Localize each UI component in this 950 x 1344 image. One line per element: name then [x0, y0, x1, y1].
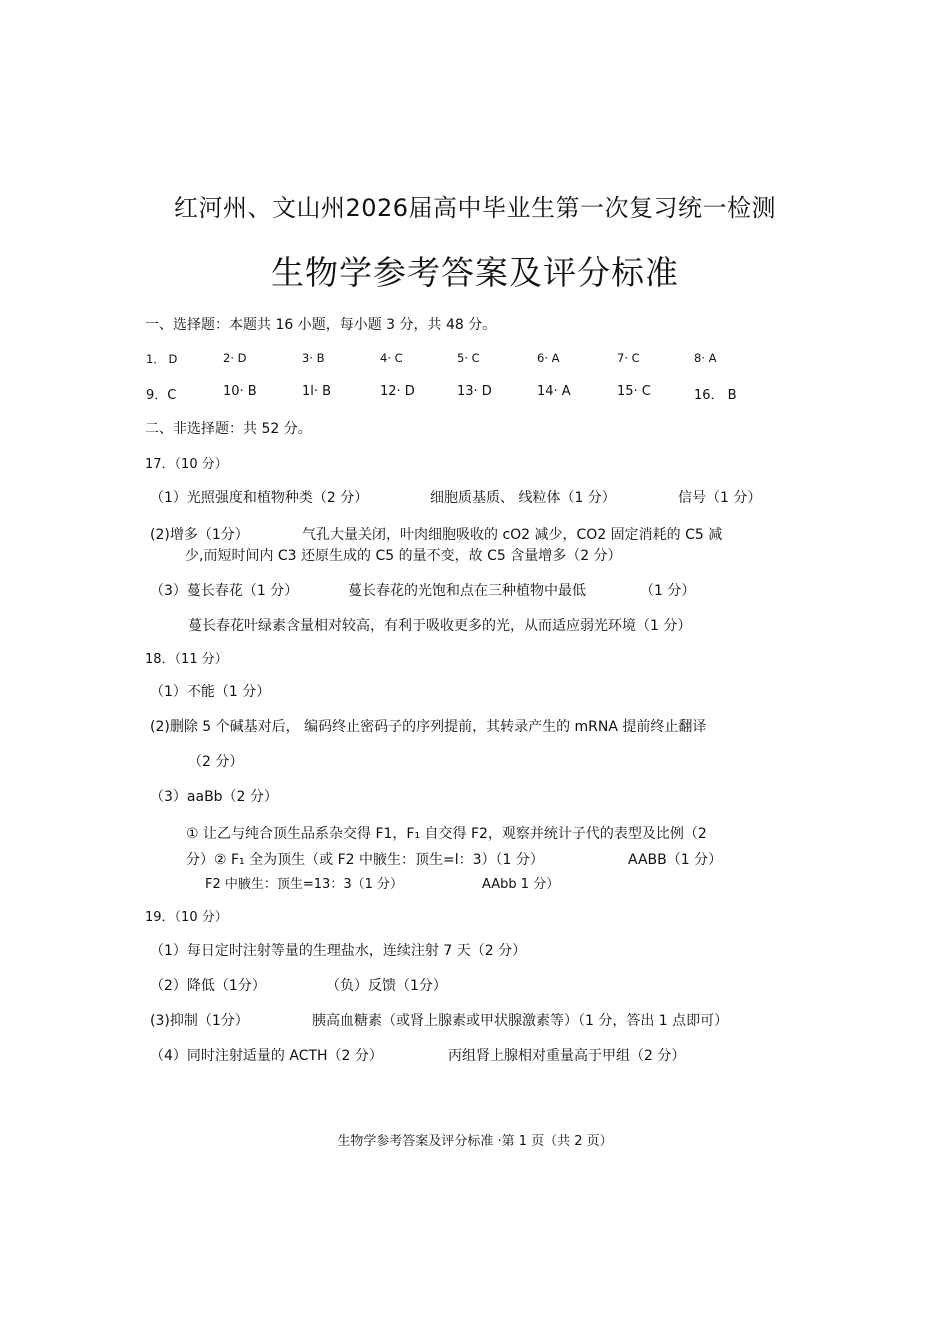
answer-8: 8· A: [694, 351, 717, 365]
q17-part3-a: （3）蔓长春花（1 分）: [150, 583, 299, 599]
q19-part4-a: （4）同时注射适量的 ACTH（2 分）: [150, 1048, 383, 1064]
answer-7: 7· C: [617, 351, 640, 365]
q19-part3-a: (3)抑制（1分）: [150, 1013, 249, 1029]
q18-part3-line2a: 分）② F₁ 全为顶生（或 F2 中腋生：顶生=l：3）（1 分）: [186, 852, 544, 868]
q18-part3-line2b: AABB（1 分）: [628, 852, 723, 868]
q17-part3-b: 蔓长春花的光饱和点在三种植物中最低: [348, 583, 586, 599]
q17-part1-c: 信号（1 分）: [678, 490, 762, 506]
answer-3: 3· B: [302, 351, 325, 365]
q17-part2-a: (2)增多（1分）: [150, 527, 249, 543]
q19-part2-a: （2）降低（1分）: [150, 978, 266, 994]
q18-part3-line3b: AAbb 1 分）: [482, 877, 560, 892]
q19-part4-b: 丙组肾上腺相对重量高于甲组（2 分）: [448, 1048, 686, 1064]
section2-heading: 二、非选择题：共 52 分。: [145, 421, 312, 437]
answer-6: 6· A: [537, 351, 560, 365]
q18-part2: (2)删除 5 个碱基对后， 编码终止密码子的序列提前，其转录产生的 mRNA 提前终止翻译: [150, 719, 707, 735]
answer-13: 13· D: [457, 384, 492, 399]
answer-12: 12· D: [380, 384, 415, 399]
answer-15: 15· C: [617, 384, 651, 399]
q18-part3-line3a: F2 中腋生：顶生=13：3（1 分）: [205, 877, 403, 892]
q17-part3-c: （1 分）: [640, 583, 696, 599]
answer-9: 9．C: [146, 388, 177, 403]
q17-part2-c: 少,而短时间内 C3 还原生成的 C5 的量不变，故 C5 含量增多（2 分）: [185, 548, 622, 564]
answer-4: 4· C: [380, 351, 403, 365]
q18-part2-score: （2 分）: [188, 754, 244, 770]
answer-16: 16． B: [694, 388, 737, 403]
q17-part1-a: （1）光照强度和植物种类（2 分）: [150, 490, 369, 506]
q18-part3-line1: ① 让乙与纯合顶生品系杂交得 F1，F₁ 自交得 F2，观察并统计子代的表型及比例（2: [186, 826, 707, 842]
document-title: 红河州、文山州2026届高中毕业生第一次复习统一检测: [173, 194, 777, 222]
q17-label: 17．（10 分）: [145, 457, 228, 472]
document-subtitle: 生物学参考答案及评分标准: [271, 253, 679, 292]
section1-heading: 一、选择题：本题共 16 小题，每小题 3 分，共 48 分。: [145, 317, 497, 333]
q18-label: 18．（11 分）: [145, 652, 228, 667]
q17-part1-b: 细胞质基质、 线粒体（1 分）: [430, 490, 616, 506]
page-footer: 生物学参考答案及评分标准 ·第 1 页（共 2 页）: [337, 1134, 613, 1149]
q19-label: 19．（10 分）: [145, 910, 228, 925]
answer-1: 1． D: [146, 352, 178, 366]
answer-14: 14· A: [537, 384, 571, 399]
q19-part1: （1）每日定时注射等量的生理盐水，连续注射 7 天（2 分）: [150, 943, 527, 959]
q17-part3-d: 蔓长春花叶绿素含量相对较高，有利于吸收更多的光，从而适应弱光环境（1 分）: [188, 618, 692, 634]
answer-10: 10· B: [223, 384, 257, 399]
q19-part3-b: 胰高血糖素（或肾上腺素或甲状腺激素等）（1 分，答出 1 点即可）: [312, 1013, 729, 1029]
q19-part2-b: （负）反馈（1分）: [326, 978, 447, 994]
q18-part3: （3）aaBb（2 分）: [150, 789, 278, 805]
q18-part1: （1）不能（1 分）: [150, 684, 271, 700]
q17-part2-b: 气孔大量关闭，叶肉细胞吸收的 cO2 减少，CO2 固定消耗的 C5 减: [302, 527, 723, 543]
answer-5: 5· C: [457, 351, 480, 365]
answer-11: 1l· B: [302, 384, 332, 399]
answer-2: 2· D: [223, 351, 247, 365]
